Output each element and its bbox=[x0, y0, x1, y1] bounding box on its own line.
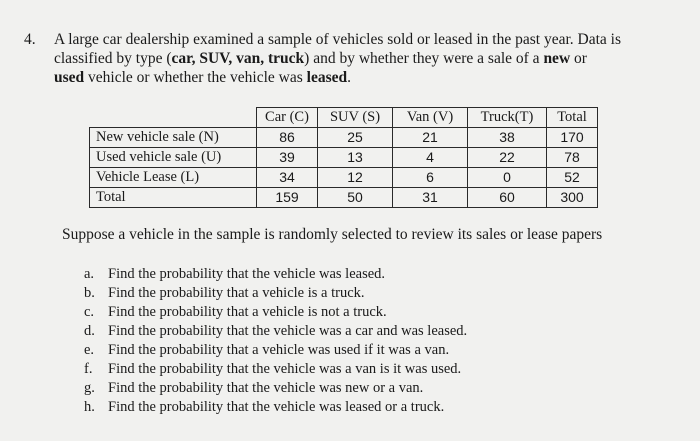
table-cell: 78 bbox=[547, 148, 598, 168]
stem-seg: vehicle or whether the vehicle was bbox=[84, 69, 307, 86]
part-text: Find the probability that the vehicle was leased or a truck. bbox=[108, 399, 445, 415]
stem-seg-bold: new bbox=[543, 50, 571, 67]
stem-seg: A large car dealership examined a sample of vehicles sold or leased in the past year. Data is classified by type ( bbox=[54, 31, 621, 67]
list-item bbox=[84, 284, 467, 303]
table-cell: 39 bbox=[257, 148, 318, 168]
stem-seg: or bbox=[570, 50, 587, 67]
part-letter: h. bbox=[84, 399, 95, 415]
stem-seg-bold: leased bbox=[306, 69, 348, 86]
stem-seg-bold: used bbox=[54, 69, 85, 86]
part-text: Find the probability that the vehicle was new or a van. bbox=[108, 380, 424, 396]
table-cell: 12 bbox=[318, 168, 393, 188]
list-item bbox=[84, 303, 467, 322]
list-item bbox=[84, 265, 467, 284]
part-text: Find the probability that the vehicle was leased. bbox=[108, 266, 386, 282]
part-letter: e. bbox=[84, 342, 95, 358]
problem-number: 4. bbox=[24, 31, 36, 48]
table-cell: 13 bbox=[318, 148, 393, 168]
part-letter: a. bbox=[84, 266, 95, 282]
table-cell: 52 bbox=[547, 168, 598, 188]
table-header-row bbox=[90, 108, 598, 128]
table-cell: 4 bbox=[393, 148, 468, 168]
col-header-car: Car (C) bbox=[257, 108, 318, 128]
row-label: New vehicle sale (N) bbox=[90, 128, 257, 148]
table-row bbox=[90, 128, 598, 148]
part-text: Find the probability that a vehicle is not a truck. bbox=[108, 304, 387, 320]
part-letter: d. bbox=[84, 323, 95, 339]
table-corner bbox=[90, 108, 257, 128]
table-cell: 170 bbox=[547, 128, 598, 148]
col-header-truck: Truck(T) bbox=[468, 108, 547, 128]
table-cell: 50 bbox=[318, 188, 393, 208]
row-label: Total bbox=[90, 188, 257, 208]
table-cell: 0 bbox=[468, 168, 547, 188]
table-cell: 300 bbox=[547, 188, 598, 208]
question-parts bbox=[84, 265, 467, 417]
list-item bbox=[84, 360, 467, 379]
table-cell: 31 bbox=[393, 188, 468, 208]
contingency-table bbox=[89, 107, 598, 208]
part-text: Find the probability that a vehicle was used if it was a van. bbox=[108, 342, 450, 358]
table-cell: 25 bbox=[318, 128, 393, 148]
col-header-van: Van (V) bbox=[393, 108, 468, 128]
table-row bbox=[90, 168, 598, 188]
col-header-suv: SUV (S) bbox=[318, 108, 393, 128]
part-letter: g. bbox=[84, 380, 95, 396]
table-cell: 60 bbox=[468, 188, 547, 208]
list-item bbox=[84, 322, 467, 341]
part-text: Find the probability that the vehicle was a van is it was used. bbox=[108, 361, 462, 377]
stem-seg-bold: car, SUV, van, truck bbox=[171, 50, 305, 67]
list-item bbox=[84, 379, 467, 398]
table-cell: 38 bbox=[468, 128, 547, 148]
part-letter: c. bbox=[84, 304, 95, 320]
stem-seg: . bbox=[347, 69, 352, 86]
prompt-text: Suppose a vehicle in the sample is randomly selected to review its sales or lease papers bbox=[62, 226, 603, 243]
problem-4 bbox=[24, 30, 674, 87]
part-letter: b. bbox=[84, 285, 95, 301]
table-cell: 86 bbox=[257, 128, 318, 148]
table-cell: 6 bbox=[393, 168, 468, 188]
part-letter: f. bbox=[84, 361, 93, 377]
list-item bbox=[84, 398, 467, 417]
part-text: Find the probability that a vehicle is a truck. bbox=[108, 285, 365, 301]
row-label: Vehicle Lease (L) bbox=[90, 168, 257, 188]
table-cell: 34 bbox=[257, 168, 318, 188]
table-cell: 22 bbox=[468, 148, 547, 168]
table-cell: 21 bbox=[393, 128, 468, 148]
table-cell: 159 bbox=[257, 188, 318, 208]
part-text: Find the probability that the vehicle was a car and was leased. bbox=[108, 323, 468, 339]
table-row bbox=[90, 148, 598, 168]
table-row-total bbox=[90, 188, 598, 208]
list-item bbox=[84, 341, 467, 360]
problem-stem bbox=[54, 30, 674, 87]
col-header-total: Total bbox=[547, 108, 598, 128]
row-label: Used vehicle sale (U) bbox=[90, 148, 257, 168]
stem-seg: ) and by whether they were a sale of a bbox=[304, 50, 544, 67]
